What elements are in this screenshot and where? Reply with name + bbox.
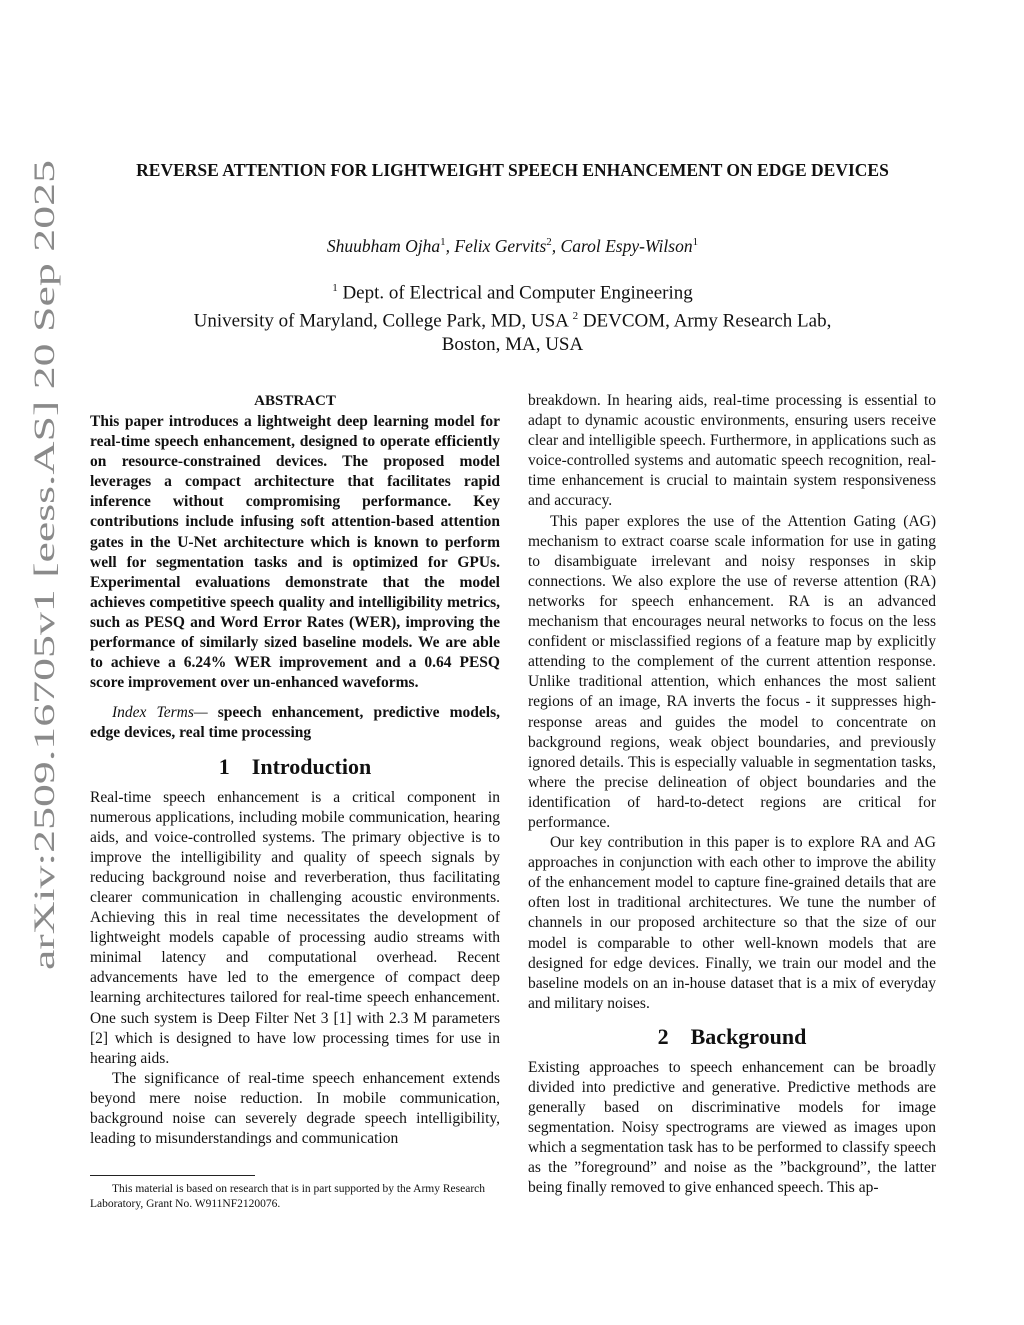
abstract-body: This paper introduces a lightweight deep learning model for real-time speech enhancement, designed to operate efficiently on resource-constrained devices. The proposed model leverages a compact architecture that facilitates rapid inference without compromising performance. Key contributions include infusing soft attention-based attention gates in the U-Net architecture which is known to perform well for segmentation tasks and is optimized for GPUs. Experimental evaluations demonstrate that the model achieves competitive speech quality and intelligibility metrics, such as PESQ and Word Error Rates (WER), improving the performance of similarly sized baseline models. We are able to achieve a 6.24% WER improvement and a 0.64 PESQ score improvement over un-enhanced waveforms. bbox=[90, 413, 500, 692]
left-column bbox=[90, 391, 500, 1149]
section-heading-introduction bbox=[90, 753, 500, 781]
section-title: Introduction bbox=[251, 753, 372, 779]
affiliation-line: Boston, MA, USA bbox=[441, 333, 584, 355]
index-terms bbox=[90, 703, 500, 743]
affiliation-line bbox=[90, 277, 935, 305]
index-terms-label: Index Terms— bbox=[112, 704, 208, 722]
section-number: 1 bbox=[218, 753, 230, 779]
abstract-heading: ABSTRACT bbox=[254, 393, 336, 409]
author-name: Carol Espy-Wilson bbox=[560, 235, 693, 256]
author-affiliation-mark: 2 bbox=[546, 236, 552, 248]
body-paragraph: Our key contribution in this paper is to explore RA and AG approaches in conjunction with each other to improve the ability of the enhancement model to capture fine-grained details that are often lost in traditional architectures. We tune the number of channels in our proposed architecture so that the size of our model is comparable to other well-known models that are designed for edge devices. Finally, we train our model and the baseline models on an in-house dataset that is a mix of everyday and military noises. bbox=[528, 834, 936, 1012]
section-number: 2 bbox=[657, 1023, 669, 1049]
funding-footnote bbox=[90, 1175, 500, 1212]
affiliation-line bbox=[90, 305, 935, 333]
author-list: Shuubham Ojha$^1$, Felix Gervits$^2$, Carol Espy-Wilson$^1$ bbox=[326, 235, 699, 256]
affiliation-lab: DEVCOM, Army Research Lab, bbox=[582, 310, 832, 332]
arxiv-stamp-text: arXiv:2509.16705v1 [eess.AS] 20 Sep 2025 bbox=[28, 440, 61, 970]
body-paragraph: Existing approaches to speech enhancement can be broadly divided into predictive and generative. Predictive methods are generally based on discriminative models for image segmentation. Noisy spectrograms are viewed as images upon which a segmentation task has to be performed to classify speech as the ”foreground” and noise as the ”background”, the latter being finally removed to give enhanced speech. This ap- bbox=[528, 1058, 936, 1197]
author-affiliation-mark: 1 bbox=[440, 236, 446, 248]
arxiv-identifier-stamp bbox=[10, 150, 70, 990]
section-heading-background bbox=[528, 1023, 936, 1051]
author-affiliation-mark: 1 bbox=[692, 236, 699, 248]
affiliation-mark: 1 bbox=[332, 282, 338, 294]
index-terms-text: speech enhancement, predictive models, edge devices, real time processing bbox=[90, 704, 500, 742]
paper-title: REVERSE ATTENTION FOR LIGHTWEIGHT SPEECH ENHANCEMENT ON EDGE DEVICES bbox=[136, 160, 889, 180]
section-title: Background bbox=[690, 1023, 807, 1049]
author-name: Felix Gervits bbox=[454, 235, 547, 256]
affiliation-dept: Dept. of Electrical and Computer Engineering bbox=[342, 282, 693, 304]
body-paragraph: breakdown. In hearing aids, real-time processing is essential to adapt to dynamic acoustic environments, ensuring users receive clear and intelligible speech. Furthermore, in applications such as voice-controlled systems and automatic speech recognition, real-time enhancement is crucial to maintain system responsiveness and accuracy. bbox=[528, 392, 936, 510]
affiliation-university: University of Maryland, College Park, MD, USA bbox=[193, 310, 568, 332]
body-paragraph: The significance of real-time speech enhancement extends beyond mere noise reduction. In mobile communication, background noise can severely degrade speech intelligibility, leading to misunderstandings and communication bbox=[90, 1069, 500, 1148]
right-column bbox=[528, 391, 936, 1199]
author-name: Shuubham Ojha bbox=[326, 235, 441, 256]
affiliations bbox=[90, 277, 935, 356]
affiliation-mark: 2 bbox=[572, 309, 579, 322]
body-paragraph: This paper explores the use of the Attention Gating (AG) mechanism to extract coarse scale information for use in gating to disambiguate irrelevant and noisy responses in skip connections. We also explore the use of reverse attention (RA) networks for speech enhancement. RA is an advanced mechanism that encourages neural networks to focus on the less confident or misclassified regions of a feature map by explicitly attending to the complement of the current attention response. Unlike traditional attention, which enhances the most salient regions of an image, RA inverts the focus - it suppresses high-response areas and guides the model to concentrate on background regions, weak object boundaries, and previously ignored details. This is especially valuable in segmentation tasks, where the precise delineation of object boundaries and the identification of hard-to-detect regions are critical for performance. bbox=[528, 512, 936, 831]
footnote-rule bbox=[90, 1175, 255, 1176]
footnote-text: This material is based on research that is in part supported by the Army Research Laboratory, Grant No. W911NF2120076. bbox=[90, 1183, 486, 1210]
arxiv-stamp-svg bbox=[10, 150, 70, 990]
body-paragraph: Real-time speech enhancement is a critical component in numerous applications, including mobile communication, hearing aids, and voice-controlled systems. The primary objective is to improve the intelligibility and quality of speech signals by reducing background noise and reverberation, thus facilitating clearer communication in challenging acoustic environments. Achieving this in real time necessitates the development of lightweight models capable of processing audio streams with minimal latency and computational overhead. Recent advancements have led to the emergence of compact deep learning architectures tailored for real-time speech enhancement. One such system is Deep Filter Net 3 [1] with 2.3 M parameters [2] which is designed to have low processing times for use in hearing aids. bbox=[90, 788, 500, 1067]
